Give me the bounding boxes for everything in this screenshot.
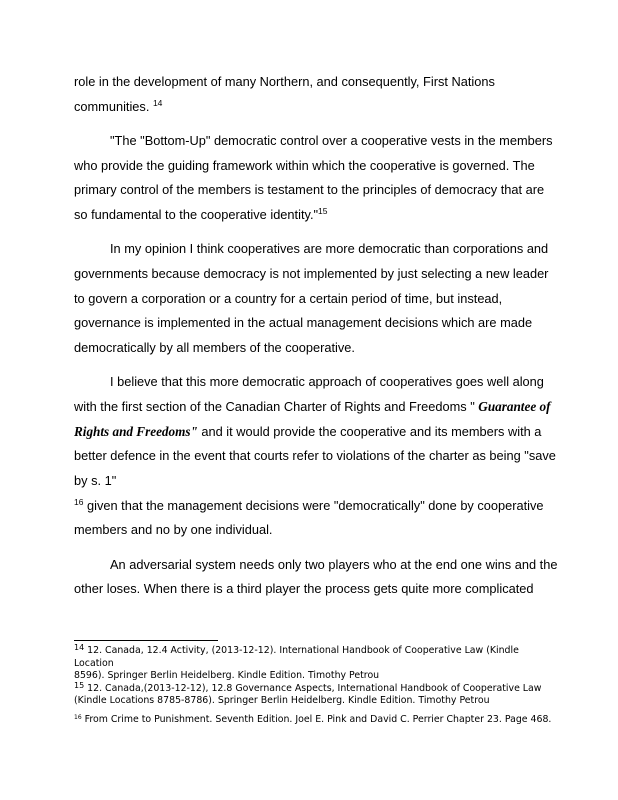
footnote-marker: 16: [74, 713, 82, 721]
paragraph-charter: [74, 370, 560, 543]
footnote-separator: [74, 640, 218, 641]
footnote-text: (Kindle Locations 8785-8786). Springer Berlin Heidelberg. Kindle Edition. Timothy Petrou: [74, 695, 490, 706]
footnote-text: 12. Canada,(2013-12-12), 12.8 Governance Aspects, International Handbook of Cooperative Law: [84, 682, 542, 694]
body-text: [74, 70, 560, 602]
footnote-16: [74, 714, 560, 727]
footnotes: [74, 645, 560, 726]
paragraph-continuation: [74, 70, 560, 119]
paragraph-opinion: [74, 237, 560, 361]
footnote-marker: 14: [74, 643, 85, 652]
footnote-text: 8596). Springer Berlin Heidelberg. Kindle Edition. Timothy Petrou: [74, 670, 380, 681]
paragraph-text: I believe that this more democratic approach of cooperatives goes well along with the first section of the Canadian Charter of Rights and Freedoms ": [74, 374, 544, 414]
footnote-ref-16[interactable]: 16: [74, 496, 84, 507]
footnote-ref-14[interactable]: 14: [152, 97, 163, 108]
paragraph-text: An adversarial system needs only two players who at the end one wins and the other loses. When there is a third player the process gets quite more complicated: [74, 556, 558, 597]
paragraph-text: and it would provide the cooperative and its members with a better defence in the event that courts refer to violations of the charter as being "save by s. 1": [74, 423, 556, 489]
paragraph-text: role in the development of many Northern, and consequently, First Nations communities.: [74, 74, 495, 114]
footnote-14: [74, 645, 560, 683]
footnote-text: 12. Canada, 12.4 Activity, (2013-12-12). International Handbook of Cooperative Law (Kindle Location: [74, 645, 519, 669]
paragraph-quote: [74, 129, 560, 228]
charter-emphasis: Guarantee of Rights and Freedoms": [74, 398, 551, 439]
footnote-15: [74, 680, 560, 708]
paragraph-adversarial: [74, 553, 560, 602]
paragraph-text: In my opinion I think cooperatives are more democratic than corporations and governments because democracy is not implemented by just selecting a new leader to govern a corporation or a country for a certain period of time, but instead, governance is implemented in the actual management decisions which are made democratically by all members of the cooperative.: [74, 241, 549, 356]
footnote-ref-15[interactable]: 15: [318, 206, 328, 217]
footnote-text: From Crime to Punishment. Seventh Edition. Joel E. Pink and David C. Perrier Chapter 23. Page 468.: [81, 713, 552, 725]
paragraph-text: given that the management decisions were "democratically" done by cooperative members and no by one individual.: [74, 497, 544, 538]
paragraph-text: "The "Bottom-Up" democratic control over a cooperative vests in the members who provide the guiding framework within which the cooperative is governed. The primary control of the members is testament to the principles of democracy that are so fundamental to the cooperative identity.": [74, 132, 553, 223]
footnote-marker: 15: [74, 680, 85, 690]
